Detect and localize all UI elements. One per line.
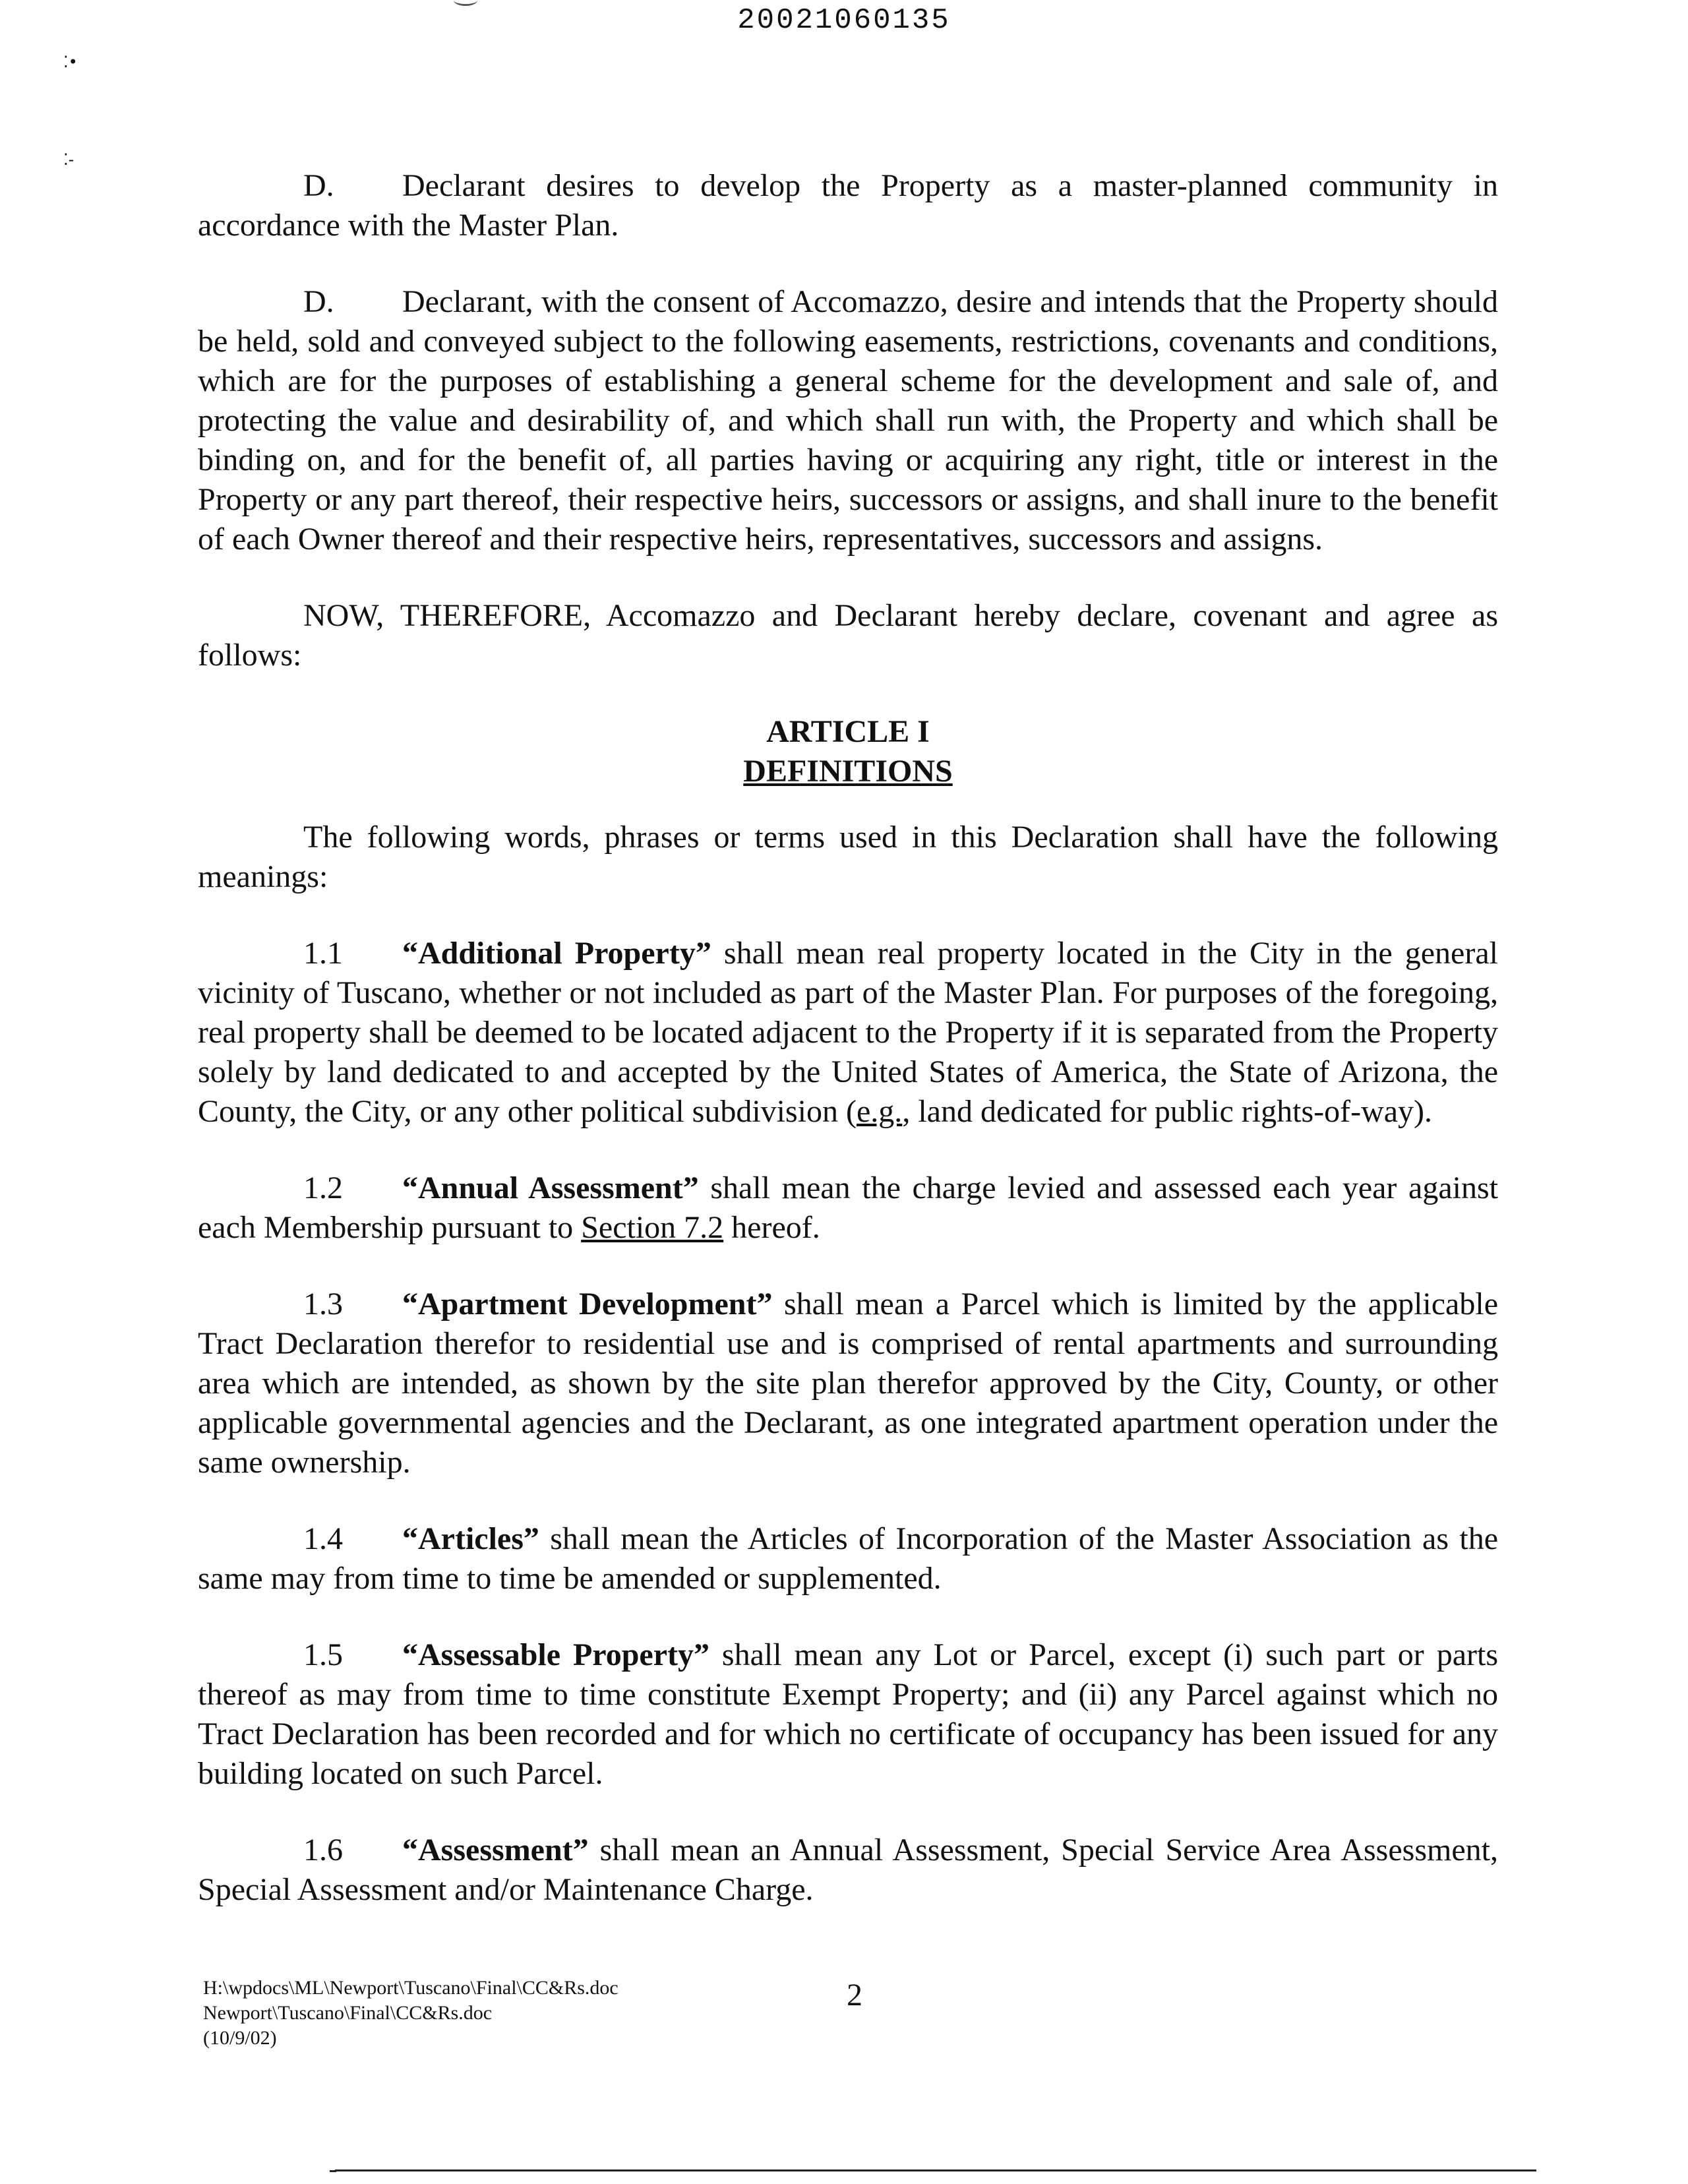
recital-d-second — [198, 282, 1498, 559]
footer-path-2: Newport\Tuscano\Final\CC&Rs.doc — [203, 2002, 493, 2024]
scan-edge-line — [335, 2169, 1536, 2171]
definition-text-end: , land dedicated for public rights-of-way). — [902, 1094, 1433, 1129]
definition-text: shall mean real property located in the City in the general vicinity of Tuscano, whether or not included as part of the Master Plan. For purposes of the foregoing, real property shall be deemed to be located adjacent to the Property if it is separated from the Property solely by land dedicated to and accepted by the United States of America, the State of Arizona, the County, the City, or any other political subdivision ( — [198, 936, 1498, 1129]
definition-1-4 — [198, 1519, 1498, 1598]
article-title: DEFINITIONS — [743, 754, 953, 789]
definition-number: 1.5 — [303, 1637, 343, 1672]
definition-1-3 — [198, 1285, 1498, 1482]
definition-term: “Additional Property” — [402, 936, 711, 971]
recital-label: D. — [303, 284, 334, 319]
article-heading — [198, 712, 1498, 791]
footer-date: (10/9/02) — [203, 2027, 277, 2049]
definition-number: 1.1 — [303, 936, 343, 971]
definition-number: 1.6 — [303, 1833, 343, 1867]
document-body — [198, 166, 1498, 1910]
recital-text: Declarant, with the consent of Accomazzo, desire and intends that the Property should be held, sold and conveyed subject to the following easements, restrictions, covenants and conditions, which are for the purposes of establishing a general scheme for the development and sale of, and protecting the value and desirability of, and which shall run with, the Property and which shall be binding on, and for the benefit of, all parties having or acquiring any right, title or interest in the Property or any part thereof, their respective heirs, successors or assigns, and shall inure to the benefit of each Owner thereof and their respective heirs, representatives, successors and assigns. — [198, 284, 1498, 557]
article-intro: The following words, phrases or terms used in this Declaration shall have the following meanings: — [198, 820, 1498, 894]
definition-underlined: e.g. — [857, 1094, 903, 1129]
recital-d-first — [198, 166, 1498, 245]
definition-term: “Assessable Property” — [402, 1637, 709, 1672]
definition-number: 1.2 — [303, 1170, 343, 1205]
definition-text: shall mean an Annual Assessment, Special Service Area Assessment, Special Assessment and/or Maintenance Charge. — [198, 1833, 1498, 1907]
definition-text: shall mean the charge levied and assessed each year against each Membership pursuant to — [198, 1170, 1499, 1245]
recital-label: D. — [303, 168, 334, 203]
definition-text-end: hereof. — [723, 1210, 820, 1245]
definition-number: 1.4 — [303, 1521, 343, 1556]
section-reference: Section 7.2 — [581, 1210, 724, 1245]
document-number: 20021060135 — [737, 4, 951, 37]
definition-text: shall mean the Articles of Incorporation of the Master Association as the same may from time to time be amended or supplemented. — [198, 1521, 1498, 1596]
definition-1-2 — [198, 1168, 1498, 1248]
definition-1-1 — [198, 934, 1498, 1132]
definition-1-5 — [198, 1635, 1498, 1794]
definition-text: shall mean any Lot or Parcel, except (i) such part or parts thereof as may from time to time constitute Exempt Property; and (ii) any Parcel against which no Tract Declaration has been recorded and for which no certificate of occupancy has been issued for any building located on such Parcel. — [198, 1637, 1498, 1791]
definition-number: 1.3 — [303, 1287, 343, 1321]
recital-text: Declarant desires to develop the Property as a master-planned community in accordance with the Master Plan. — [198, 168, 1498, 243]
definition-term: “Articles” — [402, 1521, 539, 1556]
margin-mark-1: ⁚• — [63, 53, 78, 71]
article-number: ARTICLE I — [766, 714, 930, 749]
margin-mark-2: ⁚- — [63, 150, 75, 169]
definition-text: shall mean a Parcel which is limited by the applicable Tract Declaration therefor to residential use and is comprised of rental apartments and surrounding area which are intended, as shown by the site plan therefor approved by the City, County, or other applicable governmental agencies and the Declarant, as one integrated apartment operation under the same ownership. — [198, 1287, 1499, 1480]
page-number: 2 — [847, 1978, 862, 2013]
footer-path-1: H:\wpdocs\ML\Newport\Tuscano\Final\CC&Rs.doc — [203, 1977, 618, 1999]
definition-term: “Assessment” — [402, 1833, 589, 1867]
definition-1-6 — [198, 1831, 1498, 1910]
footer-file-info — [203, 1976, 618, 2051]
now-therefore-clause: NOW, THEREFORE, Accomazzo and Declarant hereby declare, covenant and agree as follows: — [198, 598, 1498, 673]
definition-term: “Apartment Development” — [402, 1287, 773, 1321]
definition-term: “Annual Assessment” — [402, 1170, 699, 1205]
